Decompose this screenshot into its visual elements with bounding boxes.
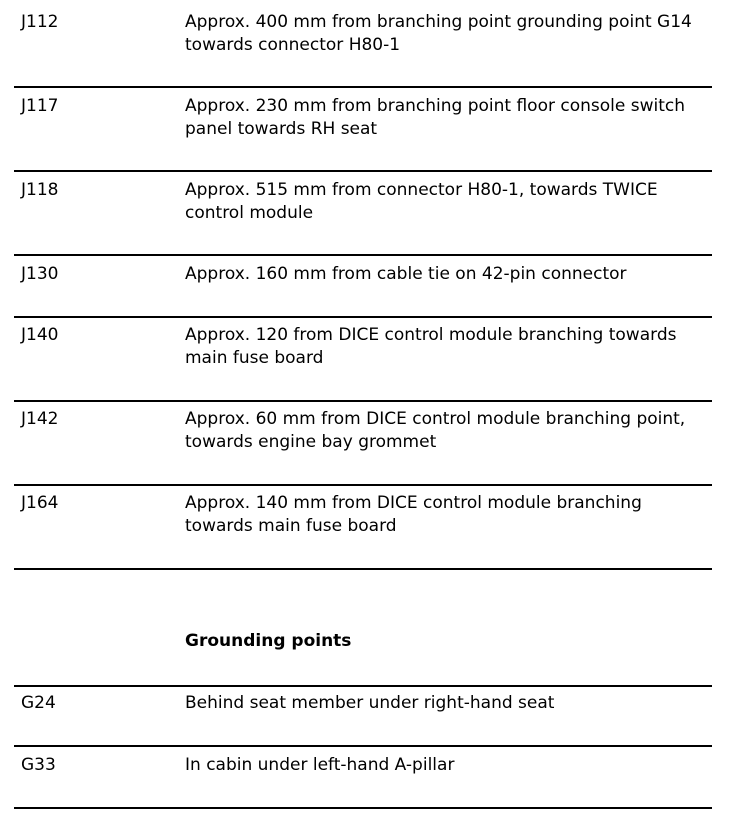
table-row xyxy=(14,0,712,88)
grounding-code: G24 xyxy=(21,693,56,713)
junction-description: Approx. 120 from DICE control module branching towards main fuse board xyxy=(185,325,677,368)
section-title: Grounding points xyxy=(185,631,352,651)
table-row xyxy=(14,318,712,402)
junction-code: J117 xyxy=(21,96,59,116)
junction-code: J142 xyxy=(21,409,59,429)
grounding-code: G33 xyxy=(21,755,56,775)
junction-description: Approx. 515 mm from connector H80-1, towards TWICE control module xyxy=(185,180,658,223)
junction-description: Approx. 400 mm from branching point grounding point G14 towards connector H80-1 xyxy=(185,12,692,55)
junction-description: Approx. 140 mm from DICE control module branching towards main fuse board xyxy=(185,493,642,536)
table-row xyxy=(14,88,712,172)
grounding-description: Behind seat member under right-hand seat xyxy=(185,693,555,713)
junction-code: J130 xyxy=(21,264,59,284)
table-row xyxy=(14,172,712,256)
junction-code: J164 xyxy=(21,493,59,513)
table-row xyxy=(14,687,712,747)
table-row xyxy=(14,486,712,570)
table-row xyxy=(14,747,712,809)
junction-description: Approx. 60 mm from DICE control module branching point, towards engine bay grommet xyxy=(185,409,686,452)
junction-description: Approx. 160 mm from cable tie on 42-pin connector xyxy=(185,264,627,284)
junction-description: Approx. 230 mm from branching point floor console switch panel towards RH seat xyxy=(185,96,685,139)
table-row xyxy=(14,402,712,486)
grounding-description: In cabin under left-hand A-pillar xyxy=(185,755,455,775)
junction-code: J118 xyxy=(21,180,59,200)
junction-code: J112 xyxy=(21,12,59,32)
table-row xyxy=(14,256,712,318)
junction-code: J140 xyxy=(21,325,59,345)
